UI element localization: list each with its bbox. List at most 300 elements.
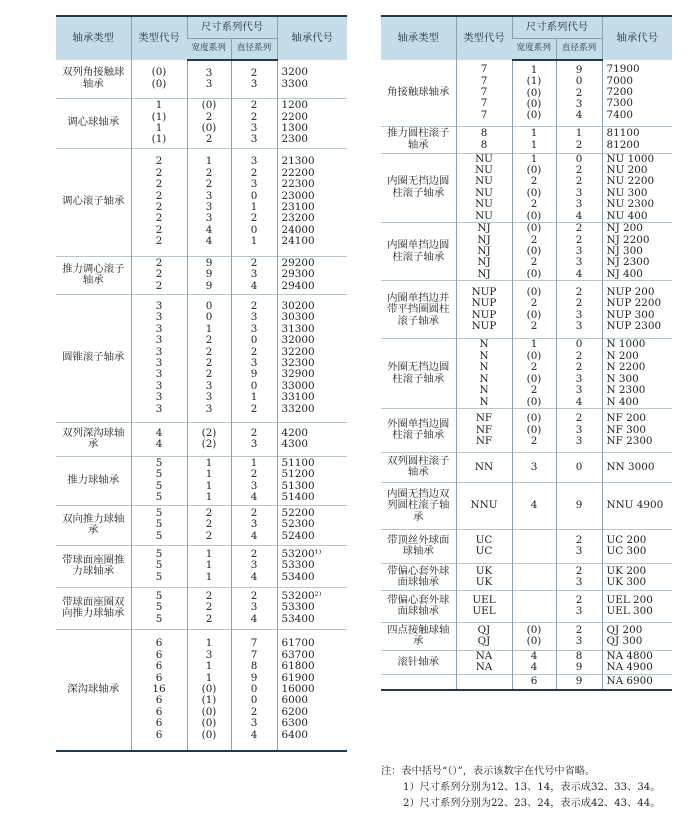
width-value: 0 <box>205 311 213 324</box>
bearing-value: 51200 <box>281 468 315 481</box>
diam-value: 2 <box>575 564 583 577</box>
bearing-value: 53300 <box>281 601 315 614</box>
diam-value: 9 <box>575 661 583 674</box>
code-value: 6 <box>155 637 163 650</box>
diam-value: 9 <box>575 499 583 512</box>
code-value: UK <box>475 564 493 577</box>
cell-diam <box>556 622 602 650</box>
code-value: N <box>479 338 489 351</box>
cell-width <box>512 529 556 563</box>
bearing-type: 双列深沟球轴承 <box>62 426 125 450</box>
code-value: NU <box>475 209 493 222</box>
diam-value: 2 <box>575 624 583 636</box>
bearing-value: N 2300 <box>606 384 646 397</box>
bearing-type: 滚针轴承 <box>397 655 440 668</box>
diam-value: 3 <box>575 605 583 618</box>
bearing-value: NJ 300 <box>606 245 643 257</box>
diam-value: 3 <box>250 133 258 146</box>
cell-diam <box>556 590 602 622</box>
cell-code <box>456 408 512 452</box>
bearing-value: UC 200 <box>606 534 647 546</box>
code-value: 6 <box>155 648 163 661</box>
bearing-group-row <box>381 650 672 674</box>
width-value: 3 <box>205 66 213 79</box>
bearing-value: 6300 <box>281 717 308 730</box>
code-value <box>459 676 510 687</box>
code-value: 2 <box>155 155 163 168</box>
cell-code <box>456 529 512 563</box>
cell-bearing <box>277 98 347 148</box>
cell-diam <box>231 505 277 545</box>
cell-bearing <box>602 408 672 452</box>
width-value: 2 <box>530 320 538 333</box>
cell-code <box>131 98 187 148</box>
bearing-type: 调心球轴承 <box>67 116 120 129</box>
width-value: (1) <box>526 75 542 88</box>
width-value: 2 <box>530 233 538 246</box>
bearing-value: 30200 <box>281 299 315 312</box>
cell-width <box>512 452 556 482</box>
width-value: 2 <box>205 518 213 531</box>
diam-value: 3 <box>250 518 258 531</box>
code-value: UC <box>475 545 493 558</box>
bearing-type: 双列圆柱滚子轴承 <box>387 455 450 479</box>
diam-value: 2 <box>250 166 258 179</box>
code-value: 2 <box>155 189 163 202</box>
code-value: NF <box>475 423 493 436</box>
code-value: 3 <box>155 368 163 381</box>
diam-value: 3 <box>250 559 258 572</box>
bearing-group-row <box>56 148 347 256</box>
width-value: (2) <box>201 438 217 450</box>
cell-code <box>131 629 187 751</box>
diam-value: 3 <box>575 308 583 321</box>
cell-diam <box>231 629 277 751</box>
bearing-value: 32300 <box>281 357 315 369</box>
cell-code <box>456 482 512 529</box>
width-value: 1 <box>205 322 213 335</box>
header-code: 类型代号 <box>131 16 187 60</box>
diam-value: 2 <box>575 285 583 298</box>
width-value: (0) <box>526 624 542 636</box>
diam-value: 4 <box>250 279 258 292</box>
cell-width <box>187 98 231 148</box>
code-value: 5 <box>155 456 163 469</box>
bearing-value: NA 4800 <box>606 650 653 662</box>
code-value: 6 <box>155 660 163 673</box>
bearing-group-row <box>381 563 672 590</box>
code-value: 7 <box>480 86 488 99</box>
bearing-value: 53400 <box>281 570 315 583</box>
code-value: 5 <box>155 559 163 572</box>
cell-bearing <box>277 587 347 629</box>
cell-width <box>512 223 556 281</box>
bearing-value: 4300 <box>281 438 308 450</box>
bearing-value: 53200¹⁾ <box>281 547 322 560</box>
header-type: 轴承类型 <box>381 16 456 60</box>
bearing-type: 内圈无挡边双列圆柱滚子轴承 <box>387 487 450 523</box>
bearing-group-row <box>381 529 672 563</box>
diam-value: 2 <box>250 705 258 718</box>
width-value: 9 <box>205 256 213 269</box>
cell-width <box>187 545 231 587</box>
diam-value: 2 <box>575 175 583 188</box>
code-value: N <box>479 349 489 362</box>
cell-code <box>456 590 512 622</box>
code-value: NU <box>475 198 493 211</box>
bearing-group-row <box>381 674 672 690</box>
diam-value: 0 <box>250 189 258 202</box>
bearing-group-row <box>56 587 347 629</box>
diam-value: 2 <box>575 222 583 235</box>
width-value: 1 <box>205 490 213 503</box>
cell-code <box>456 650 512 674</box>
width-value: 2 <box>205 589 213 602</box>
width-value: 4 <box>530 499 538 512</box>
bearing-value: 22200 <box>281 166 315 179</box>
cell-diam <box>231 294 277 422</box>
width-value <box>515 546 554 557</box>
cell-bearing <box>277 294 347 422</box>
bearing-value: N 2200 <box>606 361 646 374</box>
bearing-value: 23200 <box>281 212 315 225</box>
cell-bearing <box>602 590 672 622</box>
cell-bearing <box>277 256 347 294</box>
cell-code <box>131 422 187 456</box>
header-bearing: 轴承代号 <box>277 16 347 60</box>
note-main: 注：表中括号“（）”，表示该数字在代号中省略。 <box>381 766 596 777</box>
bearing-group-row <box>56 60 347 98</box>
code-value: N <box>479 384 489 397</box>
bearing-group-row <box>56 505 347 545</box>
bearing-value: 2300 <box>281 133 308 146</box>
cell-diam <box>556 674 602 690</box>
code-value: 3 <box>155 322 163 335</box>
code-value: 5 <box>155 589 163 602</box>
cell-width <box>512 281 556 339</box>
code-value: NJ <box>477 267 491 280</box>
bearing-value: 63700 <box>281 648 315 661</box>
bearing-group-row <box>56 422 347 456</box>
header-code: 类型代号 <box>456 16 512 60</box>
width-value: 2 <box>530 297 538 310</box>
cell-bearing <box>277 148 347 256</box>
bearing-value: 61900 <box>281 671 315 684</box>
cell-width <box>187 456 231 505</box>
bearing-type: 双向推力球轴承 <box>62 512 125 536</box>
bearing-value: 81200 <box>606 138 640 151</box>
diam-value: 0 <box>575 338 583 351</box>
diam-value: 2 <box>575 594 583 606</box>
width-value: 9 <box>205 268 213 281</box>
cell-width <box>512 563 556 590</box>
diam-value: 0 <box>575 152 583 165</box>
bearing-group-row <box>56 629 347 751</box>
width-value: 2 <box>530 361 538 374</box>
width-value: 3 <box>205 391 213 404</box>
cell-diam <box>556 281 602 339</box>
width-value: 1 <box>530 127 538 140</box>
bearing-type: 推力球轴承 <box>67 473 120 486</box>
width-value: 4 <box>530 661 538 674</box>
code-value: NU <box>475 163 493 176</box>
width-value <box>515 577 554 588</box>
bearing-type: 调心滚子轴承 <box>62 195 125 208</box>
bearing-type: 带偏心套外球面球轴承 <box>387 564 450 588</box>
code-value: UEL <box>472 605 496 618</box>
code-value: 7 <box>480 74 488 87</box>
diam-value: 2 <box>250 589 258 602</box>
diam-value: 2 <box>575 138 583 151</box>
code-value: (1) <box>151 133 167 146</box>
width-value: (0) <box>201 705 217 718</box>
width-value: (0) <box>526 423 542 436</box>
bearing-type <box>381 674 456 690</box>
width-value: 1 <box>205 456 213 469</box>
diam-value: 3 <box>250 601 258 614</box>
code-value: NJ <box>477 233 491 246</box>
cell-width <box>512 590 556 622</box>
cell-bearing <box>602 126 672 153</box>
cell-bearing <box>602 281 672 339</box>
diam-value: 2 <box>575 233 583 246</box>
bearing-value: 53300 <box>281 559 315 572</box>
bearing-value: 61700 <box>281 637 315 650</box>
cell-code <box>456 339 512 409</box>
cell-diam <box>556 408 602 452</box>
code-value: QJ <box>477 635 491 648</box>
cell-code <box>456 126 512 153</box>
cell-code <box>131 505 187 545</box>
code-value: N <box>479 372 489 385</box>
width-value: 1 <box>530 338 538 351</box>
width-value: 1 <box>205 660 213 673</box>
bearing-value: NU 400 <box>606 209 648 222</box>
diam-value: 7 <box>250 637 258 650</box>
width-value: 1 <box>205 547 213 560</box>
diam-value: 4 <box>575 109 583 122</box>
width-value: 9 <box>205 279 213 292</box>
header-width: 宽度系列 <box>187 38 231 60</box>
diam-value: 3 <box>575 372 583 385</box>
code-value: NUP <box>471 308 497 321</box>
code-value: UEL <box>472 594 496 606</box>
diam-value: 1 <box>250 456 258 469</box>
diam-value: 0 <box>250 379 258 392</box>
diam-value: 0 <box>575 75 583 88</box>
code-value: 6 <box>155 717 163 730</box>
width-value: 2 <box>205 334 213 347</box>
bearing-value: NF 2300 <box>606 435 653 448</box>
cell-diam <box>556 153 602 223</box>
diam-value: 0 <box>575 460 583 473</box>
cell-diam <box>556 650 602 674</box>
bearing-type: 内圈单挡边并带平挡圈圆柱滚子轴承 <box>387 291 450 327</box>
width-value: 2 <box>530 256 538 269</box>
code-value: (0) <box>151 66 167 79</box>
code-value: 2 <box>155 235 163 248</box>
bearing-value: N 1000 <box>606 338 646 351</box>
bearing-value: 51300 <box>281 479 315 492</box>
bearing-value: 2200 <box>281 110 308 123</box>
bearing-value: 7000 <box>606 74 633 87</box>
bearing-group-row <box>381 223 672 281</box>
code-value: 6 <box>155 671 163 684</box>
code-value: N <box>479 395 489 408</box>
code-value: 3 <box>155 311 163 324</box>
diam-value: 4 <box>250 728 258 741</box>
code-value: 8 <box>480 138 488 151</box>
cell-width <box>512 153 556 223</box>
diam-value: 0 <box>250 334 258 347</box>
bearing-group-row <box>56 294 347 422</box>
code-value: (1) <box>151 110 167 123</box>
bearing-value: 6000 <box>281 694 308 707</box>
cell-diam <box>556 126 602 153</box>
bearing-value: NNU 4900 <box>606 499 664 512</box>
diam-value: 3 <box>575 256 583 269</box>
code-value: 7 <box>480 108 488 121</box>
code-value: 6 <box>155 694 163 707</box>
diam-value: 4 <box>575 395 583 408</box>
bearing-value: 32200 <box>281 345 315 358</box>
header-series: 尺寸系列代号 <box>512 16 602 38</box>
bearing-value: QJ 300 <box>606 635 643 648</box>
width-value: (0) <box>526 97 542 110</box>
bearing-value: UC 300 <box>606 545 647 558</box>
cell-bearing <box>277 422 347 456</box>
width-value: (0) <box>526 267 542 280</box>
cell-diam <box>231 98 277 148</box>
cell-bearing <box>602 622 672 650</box>
width-value: 0 <box>205 299 213 312</box>
cell-width <box>187 256 231 294</box>
diam-value: 3 <box>250 717 258 730</box>
code-value: NA <box>475 661 493 674</box>
diam-value: 2 <box>575 361 583 374</box>
code-value: 6 <box>155 705 163 718</box>
cell-code <box>131 545 187 587</box>
width-value: 1 <box>205 637 213 650</box>
cell-diam <box>231 148 277 256</box>
cell-code <box>456 281 512 339</box>
width-value: 1 <box>205 155 213 168</box>
code-value: 3 <box>155 334 163 347</box>
width-value: 6 <box>530 675 538 688</box>
diam-value: 2 <box>575 534 583 546</box>
diam-value: 3 <box>250 322 258 335</box>
bearing-group-row <box>381 590 672 622</box>
code-value: NF <box>475 412 493 425</box>
cell-bearing <box>602 153 672 223</box>
cell-code <box>456 674 512 690</box>
width-value: (0) <box>526 308 542 321</box>
bearing-value: NJ 2200 <box>606 233 650 246</box>
bearing-value: 32900 <box>281 368 315 381</box>
cell-width <box>187 422 231 456</box>
header-series: 尺寸系列代号 <box>187 16 277 38</box>
width-value: 1 <box>205 559 213 572</box>
bearing-value: 52300 <box>281 518 315 531</box>
code-value: 1 <box>155 122 163 134</box>
cell-diam <box>556 339 602 409</box>
width-value: 1 <box>205 468 213 481</box>
bearing-type: 外圈无挡边圆柱滚子轴承 <box>387 361 450 385</box>
width-value: 1 <box>205 570 213 583</box>
diam-value: 2 <box>250 99 258 112</box>
diam-value: 3 <box>250 155 258 168</box>
width-value: 2 <box>205 612 213 625</box>
cell-bearing <box>602 339 672 409</box>
bearing-type: 带偏心套外球面球轴承 <box>387 594 450 618</box>
diam-value: 3 <box>575 186 583 199</box>
diam-value: 2 <box>250 345 258 358</box>
bearing-value: UEL 200 <box>606 594 653 606</box>
width-value: 2 <box>530 198 538 211</box>
diam-value: 3 <box>575 320 583 333</box>
diam-value: 4 <box>250 490 258 503</box>
code-value: 5 <box>155 570 163 583</box>
bearing-value: NF 200 <box>606 412 646 425</box>
bearing-value: 24000 <box>281 223 315 236</box>
bearing-value: 16000 <box>281 683 315 696</box>
bearing-value: 71900 <box>606 63 640 76</box>
bearing-value: 24100 <box>281 235 315 248</box>
bearing-value: NUP 2200 <box>606 297 662 310</box>
code-value: 5 <box>155 506 163 519</box>
diam-value: 2 <box>250 66 258 79</box>
diam-value: 4 <box>575 209 583 222</box>
diam-value: 9 <box>250 368 258 381</box>
cell-code <box>131 256 187 294</box>
code-value: 2 <box>155 268 163 281</box>
width-value: 3 <box>205 78 213 91</box>
note-1: 1）尺寸系列分别为12、13、14，表示成32、33、34。 <box>403 782 661 793</box>
note-2: 2）尺寸系列分别为22、23、24，表示成42、43、44。 <box>403 798 661 809</box>
bearing-group-row <box>56 456 347 505</box>
bearing-value: QJ 200 <box>606 624 643 636</box>
code-value: UC <box>475 534 493 546</box>
bearing-value: 3200 <box>281 66 308 79</box>
cell-width <box>187 148 231 256</box>
diam-value: 2 <box>250 547 258 560</box>
bearing-value: 1300 <box>281 122 308 134</box>
width-value: 2 <box>205 529 213 542</box>
header-width: 宽度系列 <box>512 38 556 60</box>
bearing-value: 6400 <box>281 728 308 741</box>
bearing-type: 推力圆柱滚子轴承 <box>387 127 450 151</box>
bearing-value: 51100 <box>281 456 315 469</box>
width-value: (0) <box>526 86 542 99</box>
bearing-type: 带球面座圈推力球轴承 <box>62 553 125 577</box>
cell-width <box>512 650 556 674</box>
cell-diam <box>556 452 602 482</box>
width-value: 3 <box>205 402 213 415</box>
bearing-group-row <box>381 339 672 409</box>
width-value: (0) <box>526 285 542 298</box>
code-value: NU <box>475 152 493 165</box>
cell-code <box>456 60 512 126</box>
bearing-value: 23000 <box>281 189 315 202</box>
code-value: 4 <box>155 438 163 450</box>
diam-value: 3 <box>575 435 583 448</box>
code-value: 3 <box>155 299 163 312</box>
diam-value: 2 <box>575 412 583 425</box>
bearing-value: UK 300 <box>606 575 647 588</box>
width-value: (0) <box>526 412 542 425</box>
cell-code <box>456 622 512 650</box>
cell-width <box>512 126 556 153</box>
